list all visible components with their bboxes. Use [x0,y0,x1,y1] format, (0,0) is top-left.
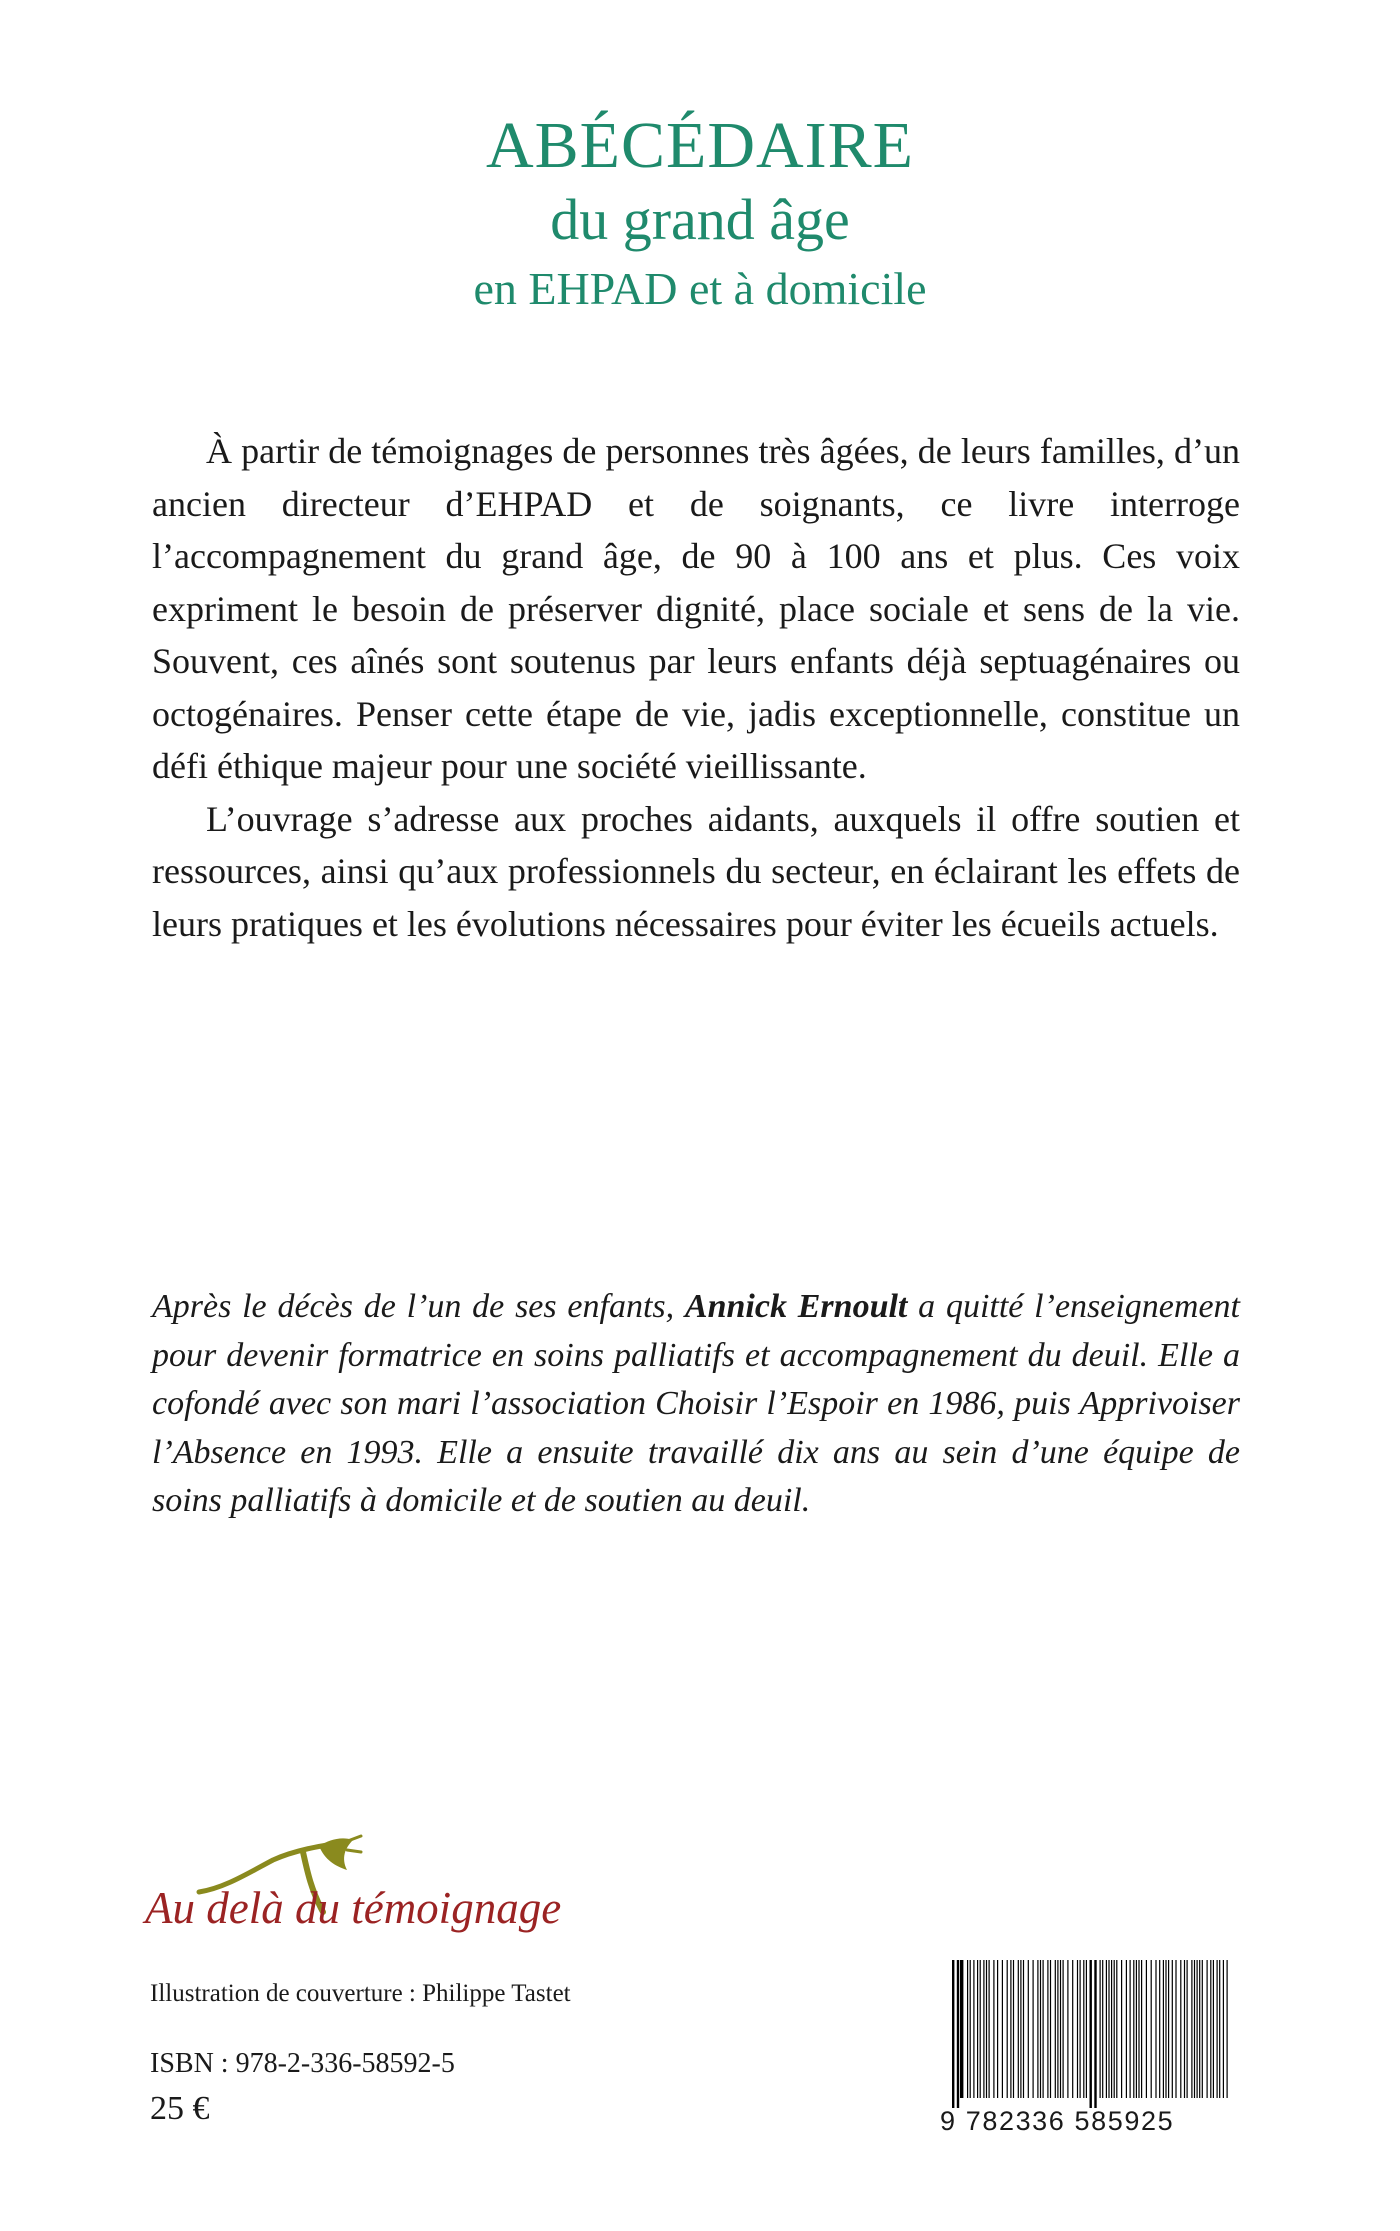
isbn: ISBN : 978-2-336-58592-5 [150,2048,455,2079]
barcode-bar [1184,1960,1185,2098]
barcode-bar [1090,1960,1092,2108]
barcode [948,1960,1236,2130]
barcode-bar [1219,1960,1220,2098]
collection-name: Au delà du témoignage [145,1883,562,1933]
barcode-bar [1227,1960,1228,2098]
barcode-bar [1141,1960,1142,2098]
barcode-bar [1108,1960,1109,2098]
barcode-bar [1013,1960,1014,2098]
barcode-bar [1175,1960,1176,2098]
barcode-bar [983,1960,984,2098]
barcode-bar [1114,1960,1115,2098]
barcode-digits: 9 782336 585925 [940,2106,1175,2136]
barcode-bar [1165,1960,1166,2098]
barcode-bar [1199,1960,1200,2098]
barcode-bar [1126,1960,1127,2098]
barcode-bar [1213,1960,1214,2098]
barcode-bar [1151,1960,1152,2098]
barcode-bar [1086,1960,1087,2098]
barcode-bar [1217,1960,1218,2098]
barcode-bar [1033,1960,1034,2098]
barcode-bar [1043,1960,1044,2098]
illustration-credit: Illustration de couverture : Philippe Tastet [150,1980,571,2007]
barcode-bar [1146,1960,1147,2098]
barcode-bar [1094,1960,1096,2108]
bio-text-before: Après le décès de l’un de ses enfants, [152,1288,685,1325]
barcode-bar [1223,1960,1224,2098]
barcode-bar [1133,1960,1134,2098]
barcode-bar [1172,1960,1173,2098]
barcode-bar [1047,1960,1048,2098]
barcode-bar [1100,1960,1101,2098]
author-bio-text [152,1283,1240,1526]
barcode-bar [1080,1960,1081,2098]
bio-text-after: a quitté l’enseignement pour devenir formatrice en soins palliatifs et accompagnement du deuil. Elle a cofondé avec son mari l’association Choisir l’Espoir en 1986, puis Apprivoiser l’Absence en 1993. Elle a ensuite travaillé dix ans au sein d’une équipe de soins palliatifs à domicile et de soutien au deuil. [152,1288,1240,1519]
barcode-bar [1116,1960,1117,2098]
price: 25 € [150,2090,210,2127]
barcode-bar [1106,1960,1107,2098]
barcode-bar [1002,1960,1003,2098]
barcode-bar [1057,1960,1058,2098]
barcode-bar [1202,1960,1203,2098]
title-line-1: ABÉCÉDAIRE [486,109,914,182]
author-name: Annick Ernoult [684,1288,908,1325]
summary-paragraph-2: L’ouvrage s’adresse aux proches aidants, auxquels il offre soutien et ressources, ainsi qu’aux professionnels du secteur, en éclairant les effets de leurs pratiques et les évolutions nécessaires pour éviter les écueils actuels. [152,798,1240,944]
barcode-bar [993,1960,994,2098]
barcode-bar [1040,1960,1041,2098]
barcode-bar [973,1960,974,2098]
barcode-bar [1191,1960,1192,2098]
barcode-bar [1007,1960,1008,2098]
author-bio [152,1283,1240,1526]
summary-paragraph-1: À partir de témoignages de personnes très âgées, de leurs familles, d’un ancien directeur d’EHPAD et de soignants, ce livre interroge l’accompagnement du grand âge, de 90 à 100 ans et plus. Ces voix expriment le besoin de préserver dignité, place sociale et sens de la vie. Souvent, ces aînés sont soutenus par leurs enfants déjà septuagénaires ou octogénaires. Penser cette étape de vie, jadis exceptionnelle, constitue un défi éthique majeur pour une société vieillissante. [152,431,1240,786]
barcode-bar [1207,1960,1208,2098]
barcode-bar [989,1960,990,2098]
barcode-bar [1159,1960,1160,2098]
barcode-bar [1210,1960,1211,2098]
barcode-bar [1136,1960,1137,2098]
barcode-bar [970,1960,971,2098]
barcode-bar [967,1960,968,2098]
barcode-bar [1050,1960,1051,2098]
barcode-bar [1067,1960,1068,2098]
barcode-bar [1060,1960,1061,2098]
barcode-bar [1010,1960,1011,2098]
title-line-2: du grand âge [550,187,850,252]
barcode-bar [952,1960,954,2108]
barcode-bar [1063,1960,1064,2098]
barcode-bar [1055,1960,1056,2098]
barcode-bar [1083,1960,1084,2098]
barcode-bar [1077,1960,1078,2098]
barcode-bar [1121,1960,1122,2098]
barcode-bar [1028,1960,1029,2098]
barcode-bar [1023,1960,1024,2098]
barcode-bar [1163,1960,1164,2098]
barcode-bar [957,1960,959,2108]
barcode-bar [960,1960,963,2098]
barcode-bar [1102,1960,1103,2098]
barcode-bar [980,1960,981,2098]
book-summary [152,425,1240,950]
barcode-bar [1180,1960,1181,2098]
barcode-bar [977,1960,978,2098]
barcode-bar [1018,1960,1019,2098]
title-line-3: en EHPAD et à domicile [473,263,927,314]
barcode-bar [997,1960,998,2098]
barcode-bar [1194,1960,1195,2098]
barcode-bar [1111,1960,1112,2098]
barcode-bar [1197,1960,1198,2098]
barcode-bar [1187,1960,1188,2098]
barcode-bar [986,1960,987,2098]
book-title [0,108,1400,322]
barcode-bar [1020,1960,1021,2098]
barcode-bar [1130,1960,1131,2098]
barcode-bar [1138,1960,1139,2098]
barcode-bar [1155,1960,1156,2098]
barcode-bar [1168,1960,1169,2098]
barcode-bar [1072,1960,1073,2098]
barcode-bar [1037,1960,1038,2098]
